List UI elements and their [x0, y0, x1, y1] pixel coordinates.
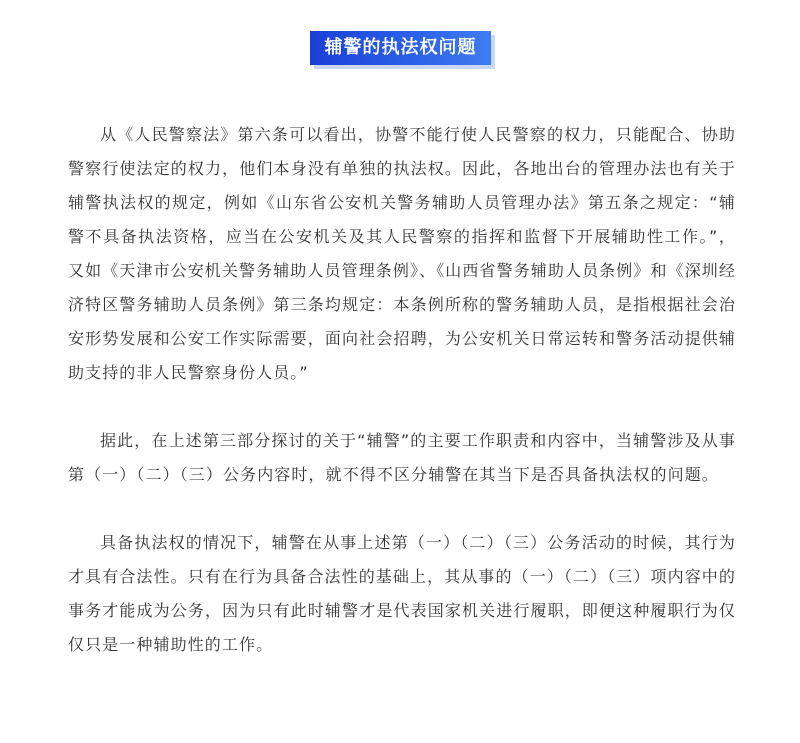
title-text: 辅警的执法权问题	[310, 31, 491, 65]
section-title	[310, 31, 495, 69]
paragraph-spacer	[68, 390, 736, 424]
paragraph-3: 具备执法权的情况下，辅警在从事上述第（一）（二）（三）公务活动的时候，其行为才具有合法性。只有在行为具备合法性的基础上，其从事的（一）（二）（三）项内容中的事务才能成为公务，因为只有此时辅警才是代表国家机关进行履职，即便这种履职行为仅仅只是一种辅助性的工作。	[68, 533, 737, 654]
paragraph-spacer	[68, 492, 736, 526]
article-body	[68, 118, 736, 662]
paragraph-2: 据此，在上述第三部分探讨的关于“辅警”的主要工作职责和内容中，当辅警涉及从事第（一）（二）（三）公务内容时，就不得不区分辅警在其当下是否具备执法权的问题。	[68, 431, 736, 484]
paragraph-1: 从《人民警察法》第六条可以看出，协警不能行使人民警察的权力，只能配合、协助警察行使法定的权力，他们本身没有单独的执法权。因此，各地出台的管理办法也有关于辅警执法权的规定，例如《山东省公安机关警务辅助人员管理办法》第五条之规定：“辅警不具备执法资格，应当在公安机关及其人民警察的指挥和监督下开展辅助性工作。”，又如《天津市公安机关警务辅助人员管理条例》、《山西省警务辅助人员条例》和《深圳经济特区警务辅助人员条例》第三条均规定：本条例所称的警务辅助人员，是指根据社会治安形势发展和公安工作实际需要，面向社会招聘，为公安机关日常运转和警务活动提供辅助支持的非人民警察身份人员。”	[68, 125, 737, 382]
